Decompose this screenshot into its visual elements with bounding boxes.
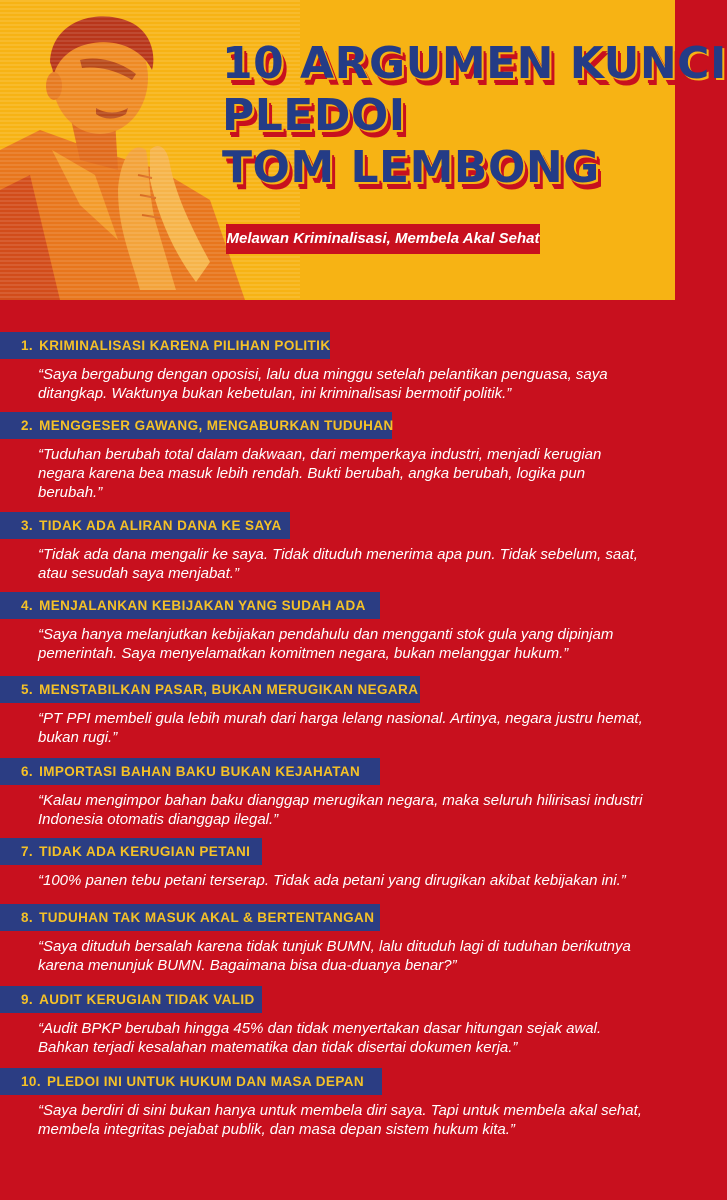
- argument-number: 7.: [21, 844, 34, 859]
- argument-number: 8.: [21, 910, 34, 925]
- argument-quote: “Tuduhan berubah total dalam dakwaan, dari memperkaya industri, menjadi kerugian negara karena bea masuk lebih rendah. Bukti berubah, angka berubah, logika pun berubah.”: [38, 446, 602, 501]
- argument-heading-badge: [0, 592, 380, 619]
- argument-quote: “PT PPI membeli gula lebih murah dari harga lelang nasional. Artinya, negara justru hemat, bukan rugi.”: [38, 710, 643, 746]
- argument-number: 5.: [21, 682, 34, 697]
- argument-number: 6.: [21, 764, 34, 779]
- argument-quote: “Saya berdiri di sini bukan hanya untuk membela diri saya. Tapi untuk membela akal sehat, membela integritas pejabat publik, dan masa depan sistem hukum kita.”: [38, 1102, 642, 1138]
- argument-heading-badge: [0, 412, 392, 439]
- title-line-3: TOM LEMBONG: [222, 142, 600, 193]
- argument-heading: TUDUHAN TAK MASUK AKAL & BERTENTANGAN: [39, 910, 375, 925]
- argument-heading: TIDAK ADA KERUGIAN PETANI: [39, 844, 251, 859]
- argument-quote: “Tidak ada dana mengalir ke saya. Tidak dituduh menerima apa pun. Tidak sebelum, saat, atau sesudah saya menjabat.”: [38, 546, 638, 582]
- argument-heading-badge: [0, 758, 380, 785]
- argument-heading-badge: [0, 676, 420, 703]
- title-line-1: 10 ARGUMEN KUNCI: [222, 38, 727, 89]
- header-banner: [0, 0, 727, 300]
- argument-number: 10.: [21, 1074, 41, 1089]
- argument-heading: AUDIT KERUGIAN TIDAK VALID: [39, 992, 255, 1007]
- argument-number: 3.: [21, 518, 34, 533]
- argument-heading: PLEDOI INI UNTUK HUKUM DAN MASA DEPAN: [46, 1074, 365, 1089]
- argument-heading-badge: [0, 986, 262, 1013]
- argument-quote: “Saya bergabung dengan oposisi, lalu dua minggu setelah pelantikan penguasa, saya ditangkap. Waktunya bukan kebetulan, ini kriminalisasi bermotif politik.”: [38, 366, 608, 402]
- argument-heading-badge: [0, 332, 330, 359]
- argument-number: 4.: [21, 598, 34, 613]
- argument-heading-badge: [0, 904, 380, 931]
- argument-number: 2.: [21, 418, 34, 433]
- argument-heading-badge: [0, 838, 262, 865]
- argument-quote: “Saya hanya melanjutkan kebijakan pendahulu dan mengganti stok gula yang dipinjam pemerintah. Saya menyelamatkan komitmen negara, bukan melanggar hukum.”: [38, 626, 614, 662]
- argument-number: 9.: [21, 992, 34, 1007]
- argument-heading-badge: [0, 512, 290, 539]
- argument-quote: “Audit BPKP berubah hingga 45% dan tidak menyertakan dasar hitungan sejak awal. Bahkan terjadi kesalahan matematika dan tidak disertai dokumen kerja.”: [38, 1020, 602, 1056]
- argument-quote: “100% panen tebu petani terserap. Tidak ada petani yang dirugikan akibat kebijakan ini.”: [38, 872, 626, 889]
- argument-quote: “Kalau mengimpor bahan baku dianggap merugikan negara, maka seluruh hilirisasi industri Indonesia otomatis dianggap ilegal.”: [38, 792, 643, 828]
- argument-heading: MENJALANKAN KEBIJAKAN YANG SUDAH ADA: [39, 598, 366, 613]
- page-title: [222, 38, 727, 194]
- argument-quote: “Saya dituduh bersalah karena tidak tunjuk BUMN, lalu dituduh lagi di tuduhan berikutnya karena menunjuk BUMN. Bagaimana bisa dua-duanya benar?”: [38, 938, 631, 974]
- argument-heading: MENGGESER GAWANG, MENGABURKAN TUDUHAN: [39, 418, 394, 433]
- argument-heading: KRIMINALISASI KARENA PILIHAN POLITIK: [39, 338, 331, 353]
- title-line-2: PLEDOI: [222, 90, 406, 141]
- argument-heading: MENSTABILKAN PASAR, BUKAN MERUGIKAN NEGARA: [39, 682, 419, 697]
- argument-number: 1.: [21, 338, 34, 353]
- argument-heading: TIDAK ADA ALIRAN DANA KE SAYA: [39, 518, 282, 533]
- argument-heading: IMPORTASI BAHAN BAKU BUKAN KEJAHATAN: [39, 764, 361, 779]
- argument-heading-badge: [0, 1068, 382, 1095]
- subtitle-banner: Melawan Kriminalisasi, Membela Akal Sehat: [226, 224, 540, 254]
